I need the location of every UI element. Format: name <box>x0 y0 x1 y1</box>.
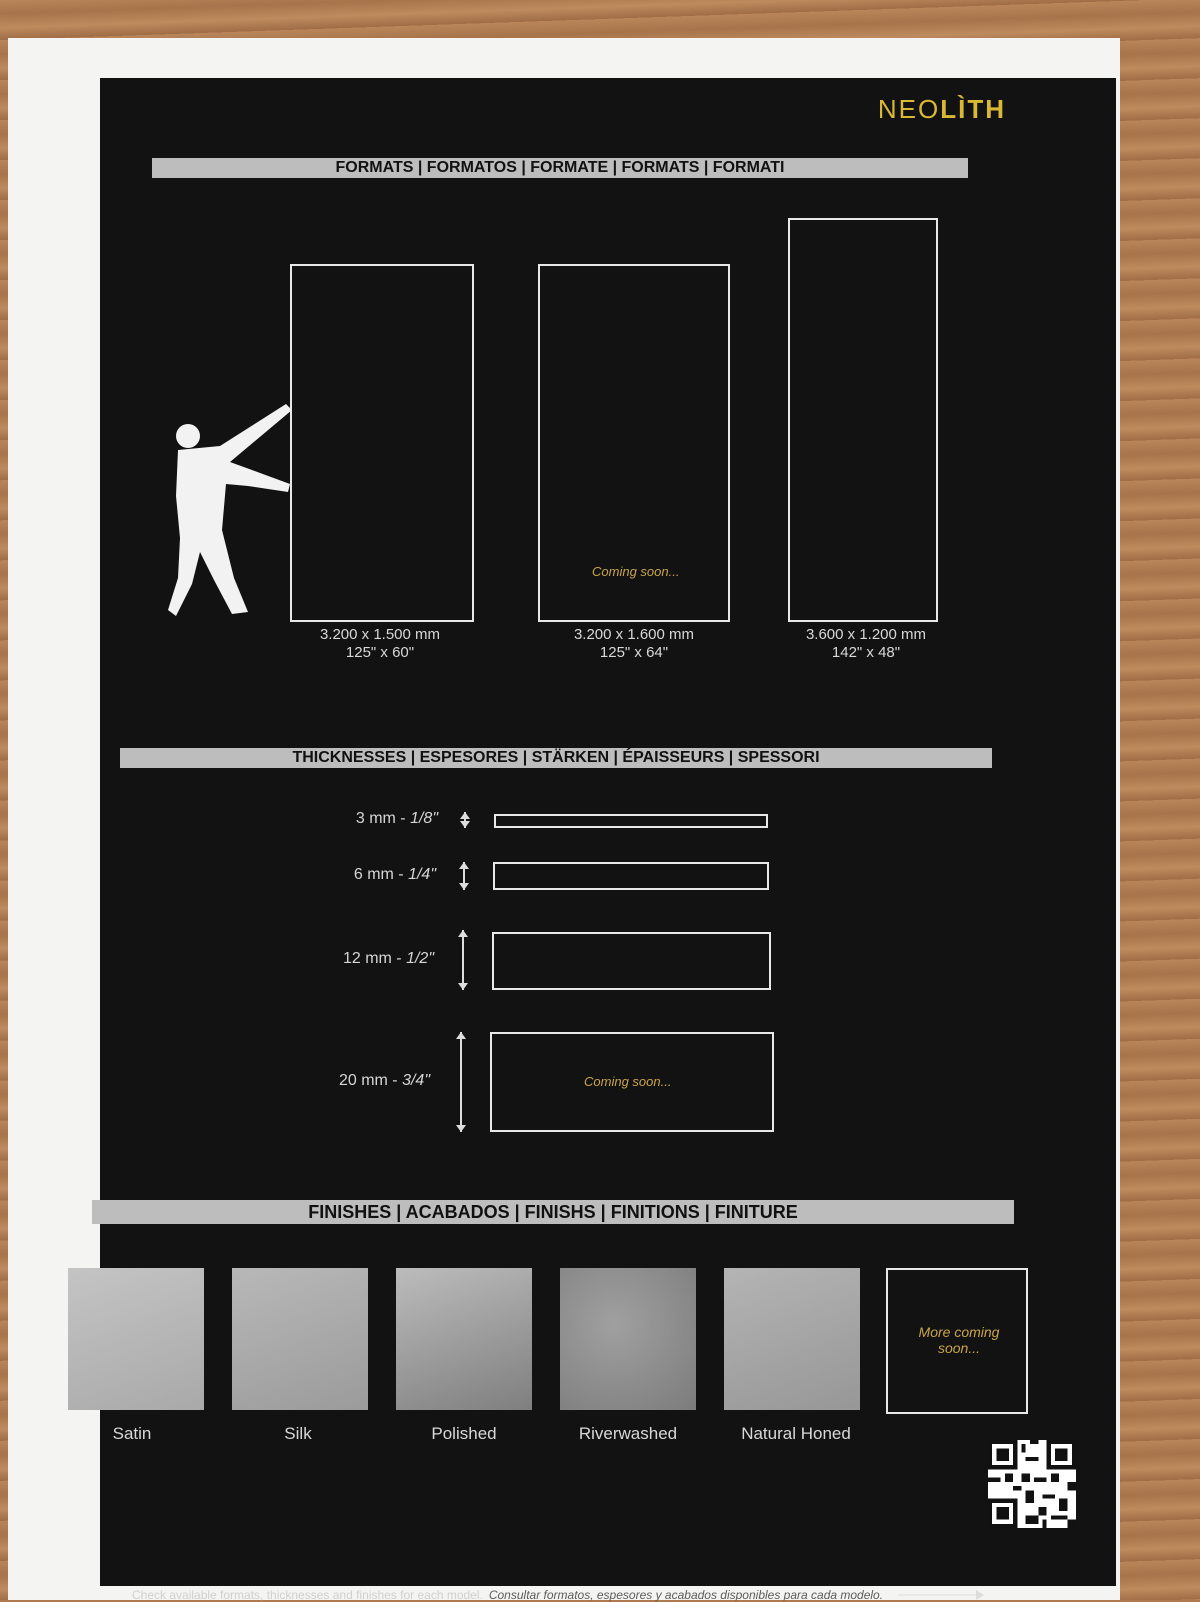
thickness-bar-12mm <box>492 932 771 990</box>
thickness-mm: 3 mm <box>355 810 396 827</box>
thickness-mm: 12 mm <box>342 950 392 967</box>
neolith-logo <box>878 94 1006 125</box>
format-panel-3 <box>788 218 938 622</box>
thickness-bar-6mm <box>493 862 769 890</box>
finish-more-box <box>886 1268 1028 1414</box>
thickness-arrow-icon <box>464 812 466 828</box>
thickness-label-12mm: 12 mm - 1/2" <box>342 950 434 967</box>
footer-alt-text: Consultar formatos, espesores y acabados disponibles para cada modelo. <box>488 1588 884 1602</box>
thickness-label-3mm: 3 mm - 1/8" <box>355 810 438 827</box>
finish-swatch-polished <box>396 1268 532 1410</box>
thickness-arrow-icon <box>463 862 465 890</box>
finish-swatch-natural-honed <box>724 1268 860 1410</box>
thickness-inch: 1/8" <box>410 810 438 827</box>
thickness-arrow-icon <box>460 1032 462 1132</box>
finish-swatch-satin <box>68 1268 204 1410</box>
thickness-arrow-icon <box>462 930 464 990</box>
logo-prefix: NEO <box>877 94 941 124</box>
qr-code-icon <box>988 1440 1076 1528</box>
thickness-coming-soon-label: Coming soon... <box>584 1074 672 1089</box>
finish-name-polished: Polished <box>431 1424 497 1443</box>
logo-suffix: LÌTH <box>940 94 1006 124</box>
footer-text: Check available formats, thicknesses and finishes for each model. <box>132 1588 483 1602</box>
thicknesses-header: THICKNESSES | ESPESORES | STÄRKEN | ÉPAISSEURS | SPESSORI <box>120 748 992 768</box>
finish-name-riverwashed: Riverwashed <box>578 1424 678 1443</box>
format-inch: 125" x 64" <box>599 644 669 661</box>
more-coming-soon-label: More coming soon... <box>918 1324 1000 1356</box>
thickness-bar-20mm <box>490 1032 774 1132</box>
format-dimension-1 <box>280 626 480 662</box>
format-mm: 3.200 x 1.600 mm <box>573 626 695 643</box>
thickness-label-6mm: 6 mm - 1/4" <box>353 866 436 883</box>
thickness-bar-3mm <box>494 814 768 828</box>
finishes-header: FINISHES | ACABADOS | FINISHS | FINITIONS | FINITURE <box>92 1200 1014 1224</box>
thickness-inch: 1/2" <box>406 950 434 967</box>
finish-name-silk: Silk <box>284 1424 312 1443</box>
format-inch: 125" x 60" <box>345 644 415 661</box>
thickness-inch: 3/4" <box>402 1072 430 1089</box>
format-dimension-3 <box>766 626 966 662</box>
brochure-page <box>100 78 1116 1602</box>
format-panel-2 <box>538 264 730 622</box>
format-mm: 3.200 x 1.500 mm <box>319 626 441 643</box>
finish-name-satin: Satin <box>112 1424 152 1443</box>
thickness-mm: 20 mm <box>338 1072 388 1089</box>
person-pushing-icon <box>168 400 298 622</box>
thickness-inch: 1/4" <box>408 866 436 883</box>
format-panel-1 <box>290 264 474 622</box>
format-coming-soon-label: Coming soon... <box>592 564 680 579</box>
thickness-label-20mm: 20 mm - 3/4" <box>338 1072 430 1089</box>
format-dimension-2 <box>534 626 734 662</box>
format-mm: 3.600 x 1.200 mm <box>805 626 927 643</box>
format-inch: 142" x 48" <box>831 644 901 661</box>
thickness-mm: 6 mm <box>353 866 394 883</box>
finish-swatch-riverwashed <box>560 1268 696 1410</box>
finish-swatch-silk <box>232 1268 368 1410</box>
finish-name-natural-honed: Natural Honed <box>741 1424 851 1443</box>
formats-header: FORMATS | FORMATOS | FORMATE | FORMATS | FORMATI <box>152 158 968 178</box>
